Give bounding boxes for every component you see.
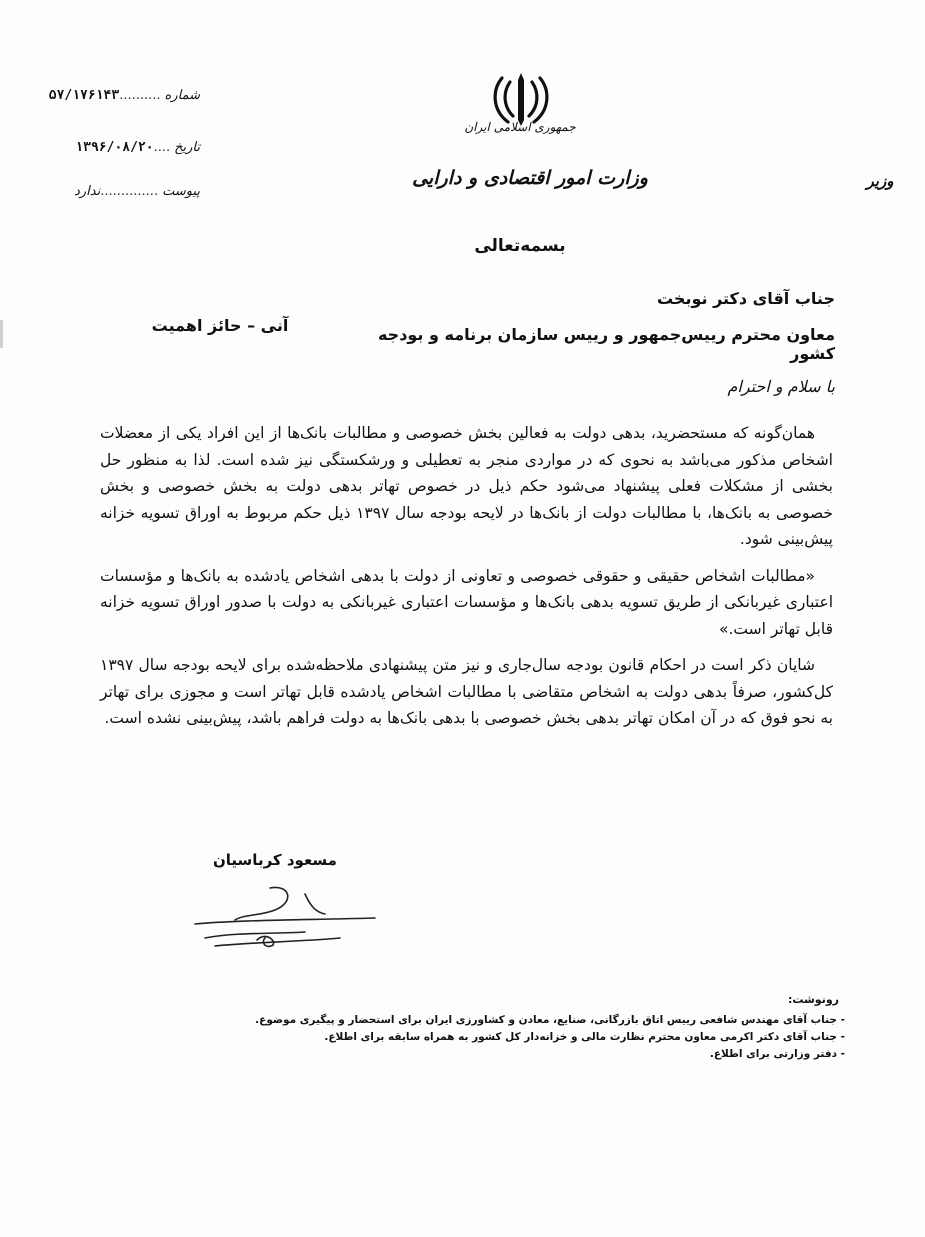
attachment-row: پیوست..............ندارد bbox=[74, 184, 200, 199]
cc-list bbox=[225, 1012, 845, 1063]
body-paragraph: «مطالبات اشخاص حقیقی و حقوقی خصوصی و تعاونی از دولت با بدهی اشخاص یادشده به بانک‌ها و مؤسسات اعتباری غیربانکی از طریق تسویه بدهی بانک‌ها و مؤسسات اعتباری غیربانکی به دولت با صدور اوراق تسویه خزانه قابل تهاتر است.» bbox=[100, 566, 833, 638]
body-paragraph: همان‌گونه که مستحضرید، بدهی دولت به فعالین بخش خصوصی و مطالبات بانک‌ها از این افراد یکی از معضلات اشخاص مذکور می‌باشد به نحوی که در مواردی منجر به تعطیلی و ورشکستگی نیز شده است. لذا به منظور حل بخشی از مشکلات فعلی پیشنهاد می‌شود حکم ذیل در خصوص تهاتر بدهی دولت به بخش خصوصی و بخش خصوصی به بانک‌ها، با مطالبات دولت از بانک‌ها در لایحه بودجه سال ۱۳۹۷ ذیل حکم مربوط به اوراق تسویه خزانه پیش‌بینی شود. bbox=[100, 424, 833, 548]
body-paragraph: شایان ذکر است در احکام قانون بودجه سال‌جاری و نیز متن پیشنهادی ملاحظه‌شده برای لایحه بودجه سال ۱۳۹۷ کل‌کشور، صرفاً بدهی دولت به اشخاص متقاضی با مطالبات اشخاص یادشده قابل تهاتر است و مجوزی برای تهاتر به نحو فوق که در آن امکان تهاتر بدهی بخش خصوصی با بدهی بانک‌ها به دولت فراهم باشد، پیش‌بینی نشده است. bbox=[100, 656, 833, 727]
signer-name: مسعود کرباسیان bbox=[213, 851, 337, 869]
attachment-value: ندارد bbox=[74, 184, 101, 199]
date-value: ۱۳۹۶/۰۸/۲۰ bbox=[75, 140, 154, 155]
cc-item: - جناب آقای مهندس شافعی رییس اتاق بازرگانی، صنایع، معادن و کشاورزی ایران برای استحضار و پیگیری موضوع. bbox=[255, 1014, 845, 1026]
scan-edge-mark bbox=[0, 320, 3, 348]
attachment-label: پیوست bbox=[162, 184, 200, 199]
priority-note: آنی – حائز اهمیت bbox=[151, 316, 289, 335]
office-label: وزیر bbox=[866, 172, 894, 190]
greeting: با سلام و احترام bbox=[727, 377, 835, 396]
recipient-line-2: معاون محترم رییس‌جمهور و رییس سازمان برنامه و بودجه کشور bbox=[377, 325, 835, 363]
basmala: بسمه‌تعالی bbox=[474, 236, 566, 256]
cc-title: رونوشت: bbox=[787, 993, 839, 1006]
cc-item: - دفتر وزارتی برای اطلاع. bbox=[709, 1048, 845, 1060]
letter-number-row: شماره..........۵۷/۱۷۶۱۴۳ bbox=[48, 88, 200, 103]
recipient-line-1: جناب آقای دکتر نوبخت bbox=[656, 289, 835, 308]
letter-date-row: تاریخ....۱۳۹۶/۰۸/۲۰ bbox=[75, 140, 200, 155]
cc-item: - جناب آقای دکتر اکرمی معاون محترم نظارت مالی و خزانه‌دار کل کشور به همراه سابقه برای اطلاع. bbox=[324, 1031, 845, 1043]
number-value: ۵۷/۱۷۶۱۴۳ bbox=[48, 88, 120, 103]
number-label: شماره bbox=[164, 88, 200, 103]
signature-icon bbox=[175, 880, 385, 960]
emblem-caption: جمهوری اسلامی ایران bbox=[464, 120, 576, 134]
date-label: تاریخ bbox=[174, 140, 200, 155]
letter-body bbox=[100, 420, 833, 742]
ministry-name: وزارت امور اقتصادی و دارایی bbox=[412, 167, 648, 189]
